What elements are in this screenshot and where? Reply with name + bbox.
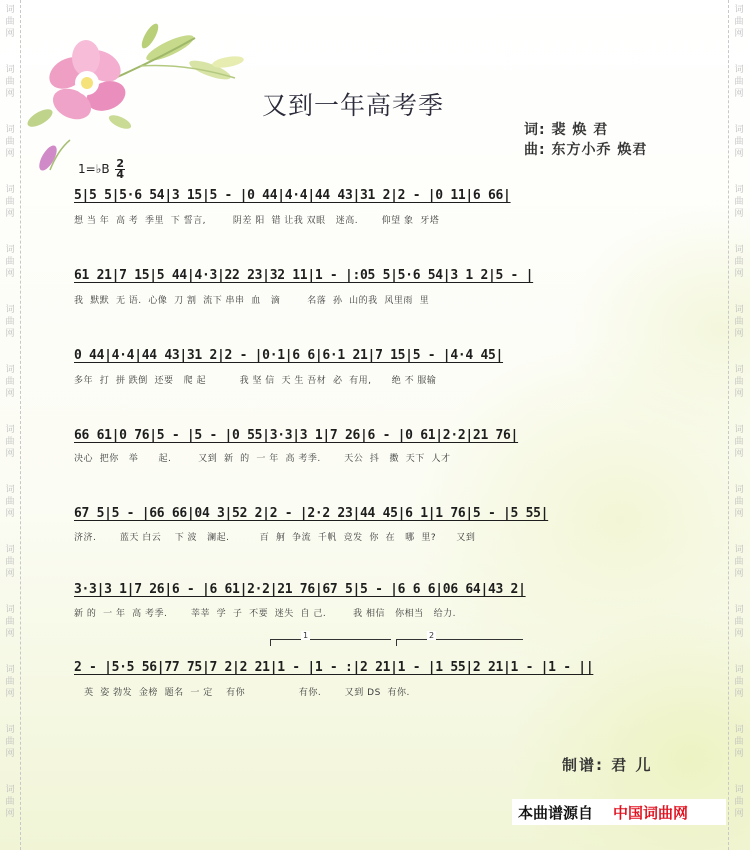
source-banner[interactable] [512, 799, 726, 825]
watermark-char: 词 [5, 5, 15, 15]
watermark-group [0, 424, 20, 460]
lyric-row: 决心 把你 举 起. 又到 新 的 一 年 高 考季. 天公 抖 擞 天下 人才 [74, 454, 451, 464]
flower-illustration [20, 18, 260, 181]
first-ending-bracket [270, 631, 391, 646]
watermark-group [0, 364, 20, 400]
watermark-group [729, 544, 749, 580]
leaf-icon [115, 21, 245, 83]
watermark-char: 曲 [734, 197, 744, 207]
watermark-char: 词 [5, 425, 15, 435]
watermark-char: 网 [734, 809, 744, 819]
composer-credit: 曲: 东方小乔 焕君 [524, 142, 648, 158]
watermark-char: 网 [5, 89, 15, 99]
watermark-char: 词 [734, 605, 744, 615]
watermark-char: 网 [5, 809, 15, 819]
watermark-char: 词 [5, 725, 15, 735]
watermark-char: 网 [5, 569, 15, 579]
watermark-char: 词 [5, 65, 15, 75]
watermark-char: 网 [734, 269, 744, 279]
time-numerator: 2 [116, 157, 125, 170]
watermark-group [0, 304, 20, 340]
watermark-char: 网 [734, 509, 744, 519]
watermark-char: 网 [5, 329, 15, 339]
watermark-group [729, 484, 749, 520]
lyric-row: 我 默默 无 语. 心像 刀 割 流下 串串 血 滴 名落 孙 山的我 风里雨 里 [74, 296, 430, 306]
watermark-char: 曲 [734, 497, 744, 507]
watermark-char: 曲 [5, 197, 15, 207]
watermark-char: 词 [5, 605, 15, 615]
watermark-char: 曲 [5, 377, 15, 387]
watermark-char: 网 [734, 329, 744, 339]
watermark-char: 曲 [5, 437, 15, 447]
watermark-char: 词 [734, 725, 744, 735]
watermark-char: 词 [734, 425, 744, 435]
watermark-char: 曲 [734, 257, 744, 267]
watermark-char: 网 [734, 89, 744, 99]
time-signature [115, 159, 125, 180]
bud-icon [36, 140, 70, 173]
source-label: 本曲谱源自 [518, 803, 594, 822]
watermark-char: 词 [734, 245, 744, 255]
watermark-char: 网 [5, 269, 15, 279]
watermark-char: 词 [734, 125, 744, 135]
music-maker-credit: 制谱: 君 儿 [562, 756, 653, 774]
watermark-char: 词 [5, 665, 15, 675]
watermark-group [729, 784, 749, 820]
watermark-char: 曲 [5, 737, 15, 747]
watermark-group [729, 4, 749, 40]
watermark-char: 网 [734, 449, 744, 459]
watermark-char: 曲 [5, 317, 15, 327]
lyric-row: 英 姿 勃发 金榜 题名 一 定 有你 有你. 又到 DS 有你. [74, 688, 410, 698]
watermark-group [0, 124, 20, 160]
watermark-char: 曲 [5, 17, 15, 27]
watermark-group [729, 664, 749, 700]
watermark-group [729, 424, 749, 460]
watermark-char: 网 [5, 449, 15, 459]
watermark-char: 网 [5, 509, 15, 519]
watermark-group [729, 244, 749, 280]
watermark-char: 词 [5, 485, 15, 495]
watermark-char: 曲 [734, 317, 744, 327]
watermark-char: 词 [734, 5, 744, 15]
watermark-char: 词 [734, 305, 744, 315]
watermark-char: 词 [5, 365, 15, 375]
watermark-group [0, 544, 20, 580]
watermark-group [729, 724, 749, 760]
key-signature [78, 159, 125, 180]
second-ending-bracket [396, 631, 523, 646]
watermark-char: 曲 [734, 557, 744, 567]
notation-row: 0 44|4·4|44 43|31 2|2 - |0·1|6 6|6·1 21|7 15|5 - |4·4 45| [74, 348, 504, 363]
watermark-char: 网 [734, 629, 744, 639]
watermark-char: 词 [734, 485, 744, 495]
watermark-char: 曲 [734, 437, 744, 447]
watermark-char: 词 [734, 545, 744, 555]
watermark-group [0, 604, 20, 640]
lyric-row: 新 的 一 年 高 考季. 莘莘 学 子 不要 迷失 自 己. 我 相信 你相当 给力. [74, 609, 457, 619]
watermark-char: 曲 [734, 377, 744, 387]
watermark-char: 网 [5, 689, 15, 699]
watermark-group [0, 484, 20, 520]
watermark-char: 词 [734, 365, 744, 375]
watermark-char: 曲 [734, 617, 744, 627]
watermark-char: 词 [5, 785, 15, 795]
watermark-char: 网 [5, 629, 15, 639]
watermark-char: 曲 [5, 557, 15, 567]
time-denominator: 4 [116, 168, 125, 181]
watermark-char: 网 [734, 149, 744, 159]
watermark-char: 网 [734, 689, 744, 699]
watermark-char: 曲 [734, 737, 744, 747]
watermark-char: 网 [734, 389, 744, 399]
watermark-group [729, 64, 749, 100]
lyric-row: 多年 打 拼 跌倒 还要 爬 起 我 坚 信 天 生 吾材 必 有用, 绝 不 服输 [74, 376, 437, 386]
watermark-char: 网 [5, 749, 15, 759]
watermark-group [0, 724, 20, 760]
watermark-char: 曲 [734, 677, 744, 687]
watermark-group [0, 64, 20, 100]
watermark-group [729, 184, 749, 220]
watermark-group [729, 304, 749, 340]
watermark-char: 词 [5, 245, 15, 255]
watermark-char: 网 [734, 29, 744, 39]
notation-row: 3·3|3 1|7 26|6 - |6 61|2·2|21 76|67 5|5 - |6 6 6|06 64|43 2| [74, 582, 526, 597]
second-ending-number: 2 [429, 631, 435, 640]
watermark-group [729, 124, 749, 160]
watermark-group [0, 184, 20, 220]
watermark-group [0, 244, 20, 280]
watermark-char: 曲 [5, 257, 15, 267]
song-title: 又到一年高考季 [262, 91, 445, 120]
notation-row: 67 5|5 - |66 66|04 3|52 2|2 - |2·2 23|44 45|6 1|1 76|5 - |5 55| [74, 506, 549, 521]
watermark-char: 网 [5, 389, 15, 399]
watermark-char: 词 [734, 65, 744, 75]
notation-row: 66 61|0 76|5 - |5 - |0 55|3·3|3 1|7 26|6 - |0 61|2·2|21 76| [74, 428, 519, 443]
lyric-row: 想 当 年 高 考 季里 下 誓言, 阴差 阳 错 让我 双眼 迷高. 仰望 象 牙塔 [74, 216, 440, 226]
watermark-char: 曲 [5, 137, 15, 147]
notation-row: 5|5 5|5·6 54|3 15|5 - |0 44|4·4|44 43|31 2|2 - |0 11|6 66| [74, 188, 511, 203]
right-watermark-column [728, 0, 749, 850]
lyric-row: 济济. 蓝天 白云 下 波 澜起. 百 舸 争流 千帆 竞发 你 在 哪 里? 又到 [74, 533, 476, 543]
watermark-char: 网 [5, 149, 15, 159]
flower-icon [25, 40, 133, 132]
watermark-char: 网 [5, 209, 15, 219]
watermark-char: 词 [734, 665, 744, 675]
watermark-group [0, 4, 20, 40]
watermark-group [729, 364, 749, 400]
watermark-char: 曲 [5, 797, 15, 807]
source-site-link[interactable]: 中国词曲网 [613, 803, 689, 822]
first-ending-number: 1 [303, 631, 309, 640]
key-label: 1=♭B [78, 162, 110, 176]
lyricist-credit: 词: 裴 焕 君 [524, 122, 609, 138]
watermark-char: 曲 [5, 497, 15, 507]
watermark-char: 曲 [734, 797, 744, 807]
watermark-char: 词 [5, 305, 15, 315]
left-watermark-column [0, 0, 21, 850]
watermark-char: 网 [734, 749, 744, 759]
watermark-char: 曲 [734, 137, 744, 147]
watermark-char: 曲 [5, 617, 15, 627]
watermark-char: 网 [734, 209, 744, 219]
watermark-group [0, 664, 20, 700]
notation-row: 2 - |5·5 56|77 75|7 2|2 21|1 - |1 - :|2 21|1 - |1 55|2 21|1 - |1 - || [74, 660, 594, 675]
watermark-char: 词 [5, 125, 15, 135]
watermark-char: 曲 [5, 77, 15, 87]
watermark-char: 词 [5, 185, 15, 195]
watermark-char: 曲 [734, 77, 744, 87]
watermark-char: 网 [734, 569, 744, 579]
watermark-char: 曲 [5, 677, 15, 687]
watermark-char: 网 [5, 29, 15, 39]
notation-row: 61 21|7 15|5 44|4·3|22 23|32 11|1 - |:05 5|5·6 54|3 1 2|5 - | [74, 268, 534, 283]
watermark-group [729, 604, 749, 640]
watermark-char: 词 [5, 545, 15, 555]
watermark-char: 词 [734, 785, 744, 795]
watermark-group [0, 784, 20, 820]
watermark-char: 词 [734, 185, 744, 195]
watermark-char: 曲 [734, 17, 744, 27]
